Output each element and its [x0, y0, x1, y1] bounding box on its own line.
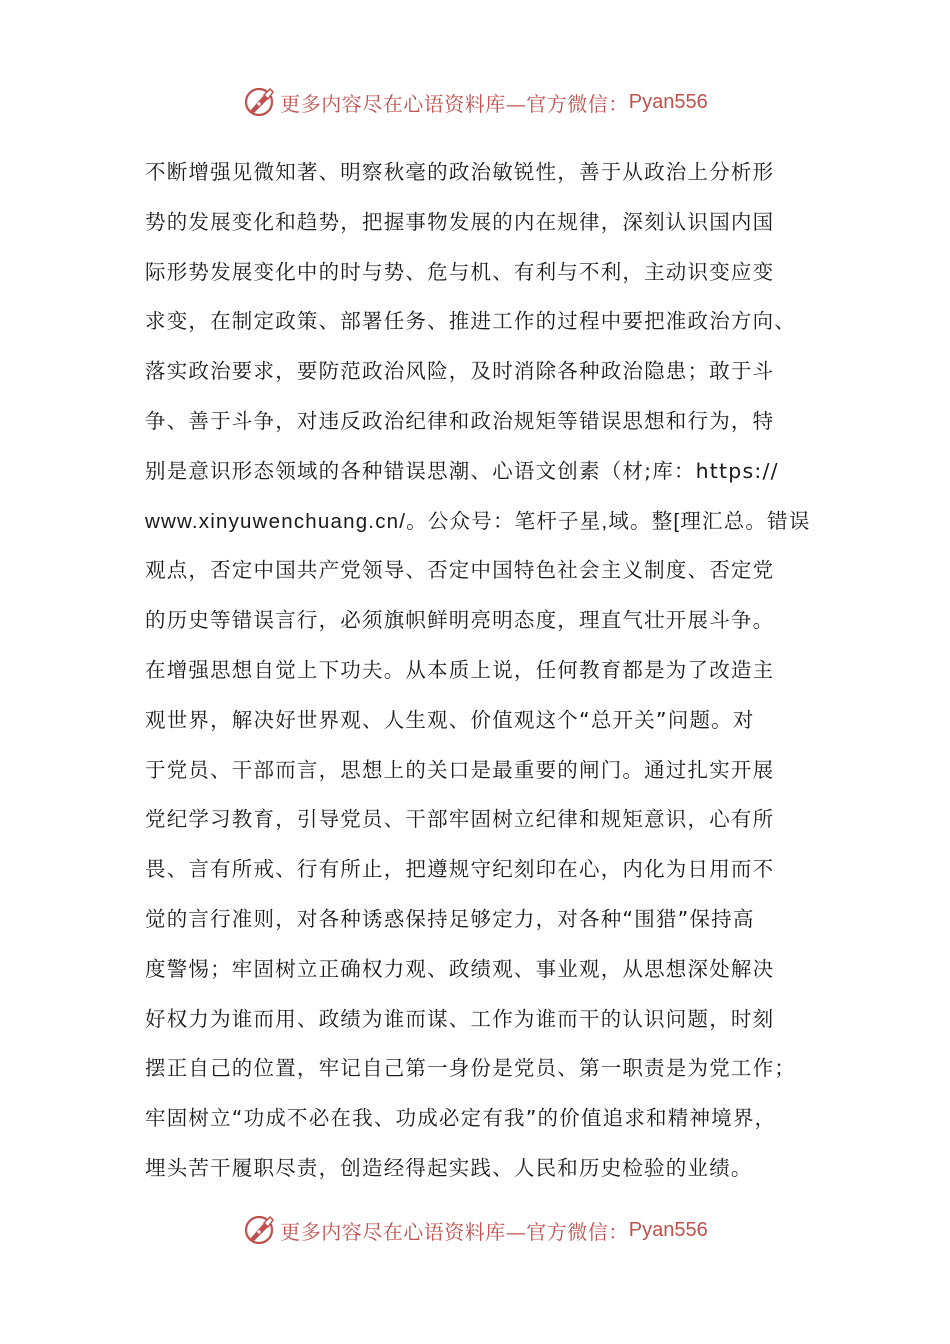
body-line: 度警惕；牢固树立正确权力观、政绩观、事业观，从思想深处解决 — [145, 956, 775, 981]
body-line: 的历史等错误言行，必须旗帜鲜明亮明态度，理直气壮开展斗争。 — [145, 608, 775, 633]
body-line: 畏、言有所戒、行有所止，把遵规守纪刻印在心，内化为日用而不 — [145, 857, 775, 882]
body-line: 好权力为谁而用、政绩为谁而谋、工作为谁而干的认识问题，时刻 — [145, 1006, 775, 1031]
body-line: 在增强思想自觉上下功夫。从本质上说，任何教育都是为了改造主 — [145, 657, 775, 682]
header-banner-wechat-id: Pyan556 — [628, 90, 708, 113]
body-line: 牢固树立“功成不必在我、功成必定有我”的价值追求和精神境界， — [145, 1106, 777, 1131]
body-line: 观点，否定中国共产党领导、否定中国特色社会主义制度、否定党 — [145, 558, 775, 583]
pen-nib-logo-icon — [242, 1213, 276, 1247]
body-line: 于党员、干部而言，思想上的关口是最重要的闸门。通过扎实开展 — [145, 757, 775, 782]
body-line: 不断增强见微知著、明察秋毫的政治敏锐性，善于从政治上分析形 — [145, 160, 775, 184]
body-line: 争、善于斗争，对违反政治纪律和政治规矩等错误思想和行为，特 — [145, 408, 775, 433]
footer-banner — [0, 1208, 950, 1252]
footer-banner-wechat-id: Pyan556 — [628, 1218, 708, 1241]
pen-nib-logo-icon — [242, 85, 276, 119]
body-line: 觉的言行准则，对各种诱惑保持足够定力，对各种“围猎”保持高 — [145, 906, 755, 931]
header-banner-text: 更多内容尽在心语资料库—官方微信： — [280, 91, 629, 116]
body-line: 际形势发展变化中的时与势、危与机、有利与不利，主动识变应变 — [145, 259, 775, 284]
body-line: 落实政治要求，要防范政治风险，及时消除各种政治隐患；敢于斗 — [145, 359, 775, 384]
body-line: www.xinyuwenchuang.cn/。公众号：笔杆子星,域。整[理汇总。错误 — [145, 509, 811, 533]
body-line: 摆正自己的位置，牢记自己第一身份是党员、第一职责是为党工作； — [145, 1056, 796, 1081]
body-line: 党纪学习教育，引导党员、干部牢固树立纪律和规矩意识，心有所 — [145, 807, 775, 832]
document-body — [145, 148, 815, 1194]
body-line: 势的发展变化和趋势，把握事物发展的内在规律，深刻认识国内国 — [145, 209, 775, 234]
body-line: 埋头苦干履职尽责，创造经得起实践、人民和历史检验的业绩。 — [145, 1155, 753, 1180]
body-line: 求变，在制定政策、部署任务、推进工作的过程中要把准政治方向、 — [145, 309, 796, 334]
body-line: 观世界，解决好世界观、人生观、价值观这个“总开关”问题。对 — [145, 707, 755, 732]
footer-banner-text: 更多内容尽在心语资料库—官方微信： — [280, 1219, 629, 1244]
body-line: 别是意识形态领域的各种错误思潮、心语文创素（材;库：https:// — [145, 458, 779, 483]
header-banner — [0, 80, 950, 124]
